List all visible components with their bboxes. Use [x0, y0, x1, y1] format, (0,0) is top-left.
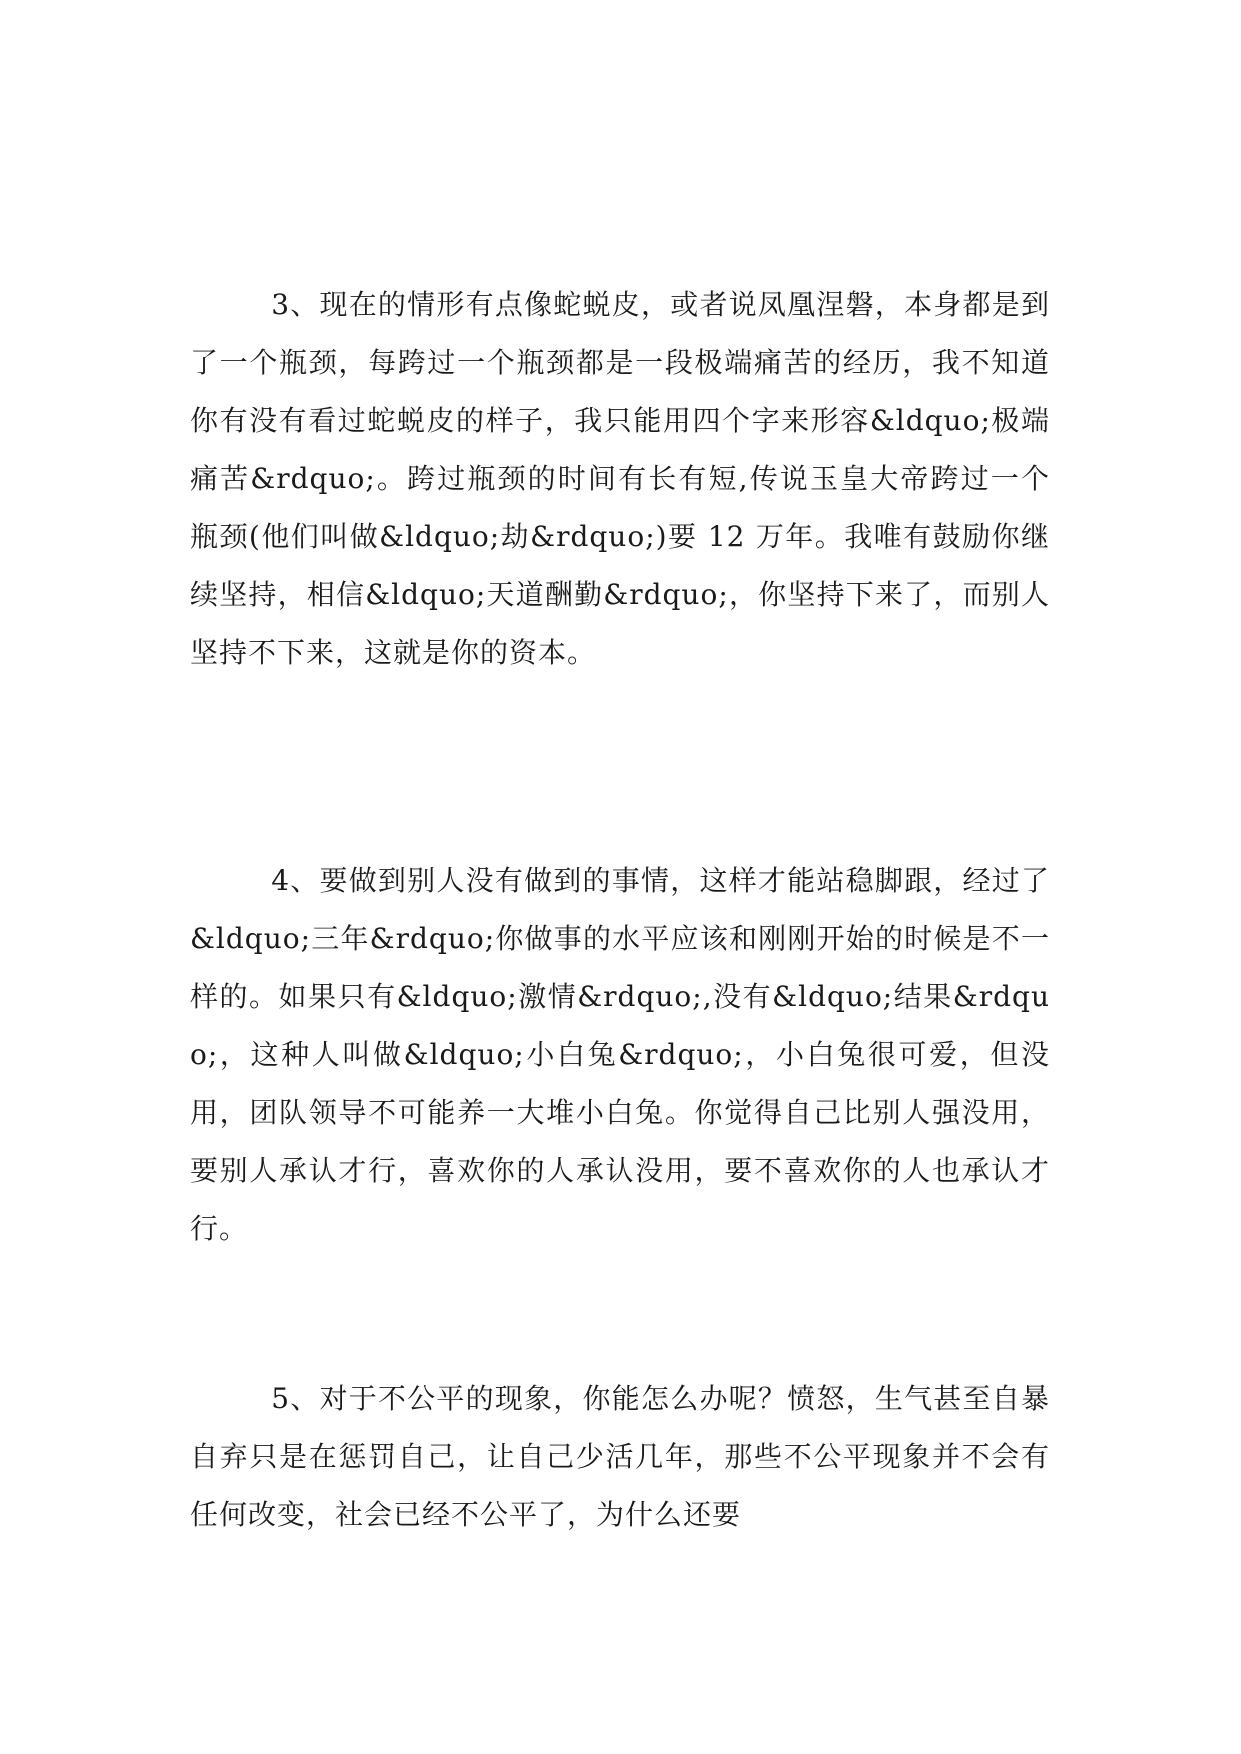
paragraph-3: 3、现在的情形有点像蛇蜕皮，或者说凤凰涅磐，本身都是到了一个瓶颈，每跨过一个瓶颈都是一段极端痛苦的经历，我不知道你有没有看过蛇蜕皮的样子，我只能用四个字来形容&ldquo;极端痛苦&rdquo;。跨过瓶颈的时间有长有短,传说玉皇大帝跨过一个瓶颈(他们叫做&ldquo;劫&rdquo;)要 12 万年。我唯有鼓励你继续坚持，相信&ldquo;天道酬勤&rdquo;，你坚持下来了，而别人坚持不下来，这就是你的资本。 [190, 288, 1050, 669]
paragraph-5: 5、对于不公平的现象，你能怎么办呢？愤怒，生气甚至自暴自弃只是在惩罚自己，让自己少活几年，那些不公平现象并不会有任何改变，社会已经不公平了，为什么还要 [190, 1382, 1050, 1531]
paragraph-4: 4、要做到别人没有做到的事情，这样才能站稳脚跟，经过了&ldquo;三年&rdquo;你做事的水平应该和刚刚开始的时候是不一样的。如果只有&ldquo;激情&rdquo;,没有&ldquo;结果&rdquo;，这种人叫做&ldquo;小白兔&rdquo;，小白兔很可爱，但没用，团队领导不可能养一大堆小白兔。你觉得自己比别人强没用，要别人承认才行，喜欢你的人承认没用，要不喜欢你的人也承认才行。 [190, 864, 1050, 1245]
